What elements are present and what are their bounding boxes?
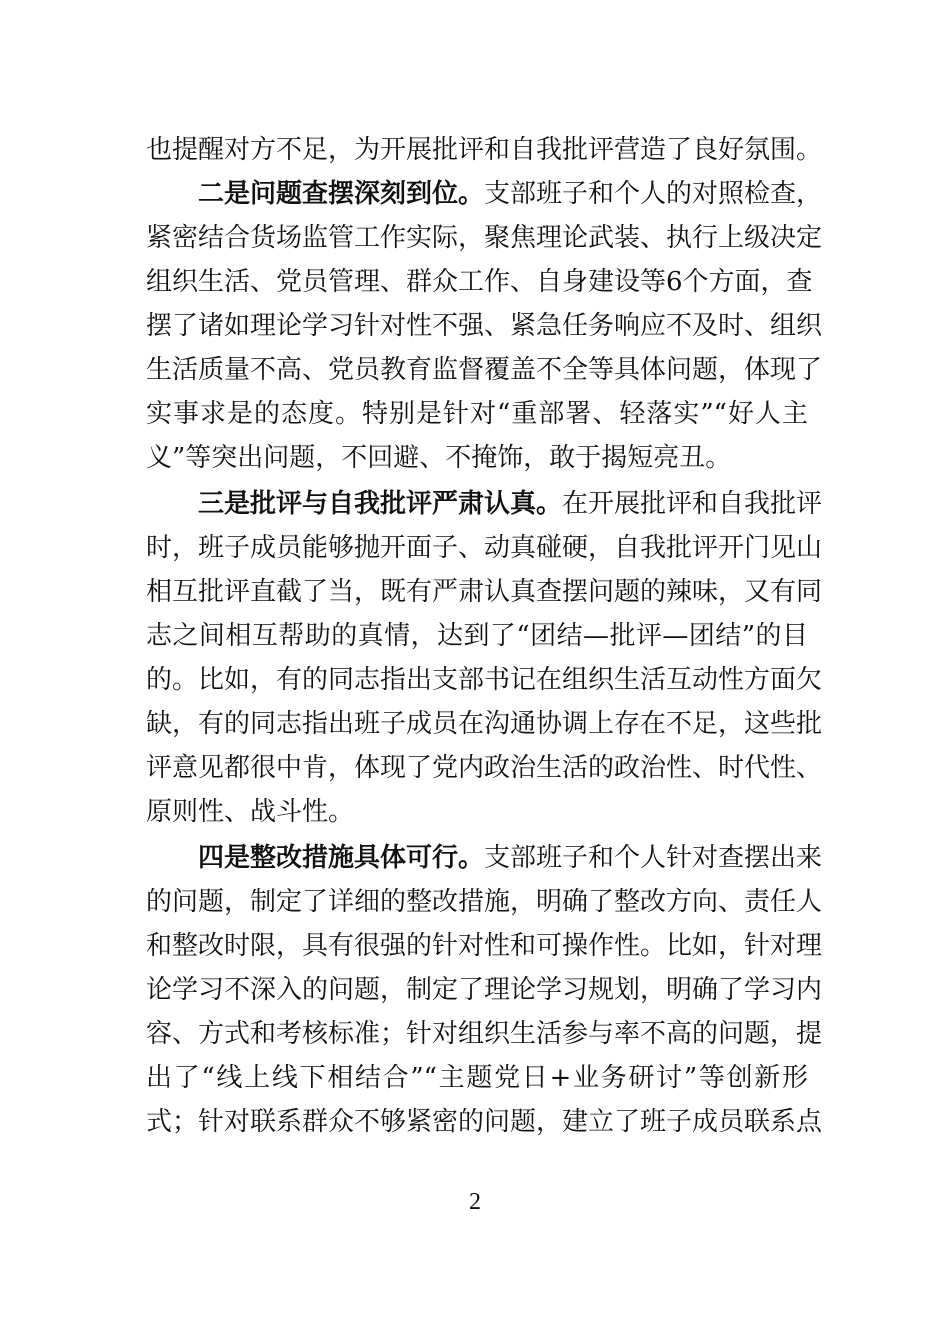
text-line: 摆了诸如理论学习针对性不强、紧急任务响应不及时、组织 bbox=[146, 311, 823, 341]
paragraph-lead: 四是整改措施具体可行。 bbox=[198, 843, 485, 873]
text-line: 也提醒对方不足，为开展批评和自我批评营造了良好氛围。 bbox=[146, 135, 823, 165]
text-line: 志之间相互帮助的真情，达到了“团结—批评—团结”的目 bbox=[146, 621, 808, 651]
paragraph-text: 支部班子和个人的对照检查， bbox=[484, 179, 823, 209]
paragraph-text: 在开展批评和自我批评 bbox=[562, 489, 823, 519]
text-line: 相互批评直截了当，既有严肃认真查摆问题的辣味，又有同 bbox=[146, 577, 823, 607]
text-line: 组织生活、党员管理、群众工作、自身建设等6个方面，查 bbox=[146, 267, 813, 297]
text-line: 的。比如，有的同志指出支部书记在组织生活互动性方面欠 bbox=[146, 665, 823, 695]
text-line: 和整改时限，具有很强的针对性和可操作性。比如，针对理 bbox=[146, 931, 823, 961]
paragraph-lead: 三是批评与自我批评严肃认真。 bbox=[198, 489, 563, 519]
text-line: 容、方式和考核标准；针对组织生活参与率不高的问题，提 bbox=[146, 1019, 823, 1049]
text-line: 缺，有的同志指出班子成员在沟通协调上存在不足，这些批 bbox=[146, 709, 823, 739]
text-line: 评意见都很中肯，体现了党内政治生活的政治性、时代性、 bbox=[146, 753, 823, 783]
paragraph-first-line bbox=[198, 836, 823, 880]
text-line: 生活质量不高、党员教育监督覆盖不全等具体问题，体现了 bbox=[146, 355, 823, 385]
text-line: 时，班子成员能够抛开面子、动真碰硬，自我批评开门见山 bbox=[146, 533, 823, 563]
paragraph-first-line bbox=[198, 482, 823, 526]
text-line: 实事求是的态度。特别是针对“重部署、轻落实”“好人主 bbox=[146, 399, 808, 429]
paragraph-text: 支部班子和个人针对查摆出来 bbox=[484, 843, 823, 873]
paragraph-first-line bbox=[198, 172, 823, 216]
text-line: 论学习不深入的问题，制定了理论学习规划，明确了学习内 bbox=[146, 975, 823, 1005]
text-line: 紧密结合货场监管工作实际，聚焦理论武装、执行上级决定 bbox=[146, 223, 823, 253]
text-line: 式；针对联系群众不够紧密的问题，建立了班子成员联系点 bbox=[146, 1107, 823, 1137]
text-line: 原则性、战斗性。 bbox=[146, 797, 355, 827]
text-line: 义”等突出问题，不回避、不掩饰，敢于揭短亮丑。 bbox=[146, 443, 732, 473]
page-number: 2 bbox=[469, 1189, 481, 1215]
paragraph-lead: 二是问题查摆深刻到位。 bbox=[198, 179, 485, 209]
text-line: 出了“线上线下相结合”“主题党日+业务研讨”等创新形 bbox=[146, 1063, 808, 1093]
text-line: 的问题，制定了详细的整改措施，明确了整改方向、责任人 bbox=[146, 887, 823, 917]
